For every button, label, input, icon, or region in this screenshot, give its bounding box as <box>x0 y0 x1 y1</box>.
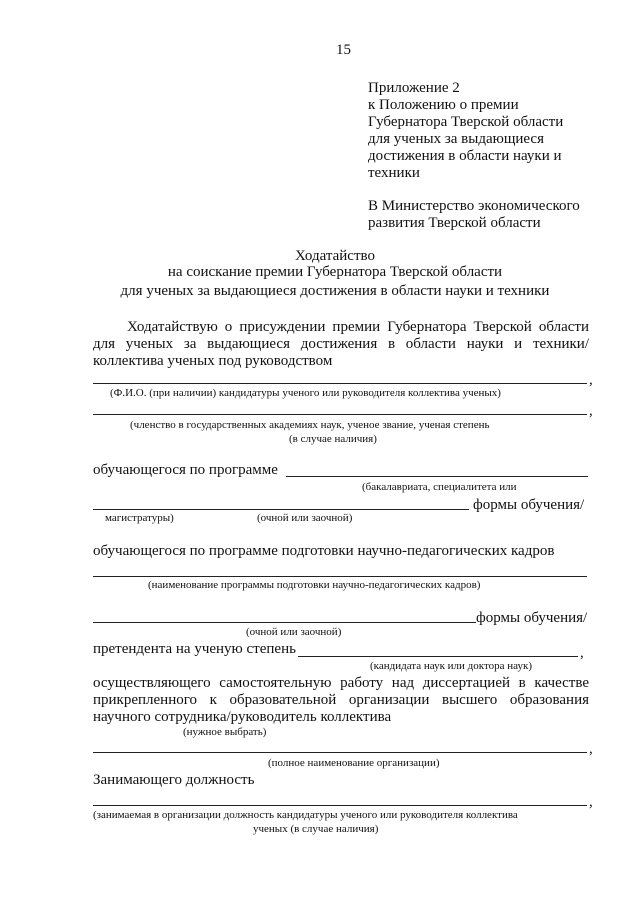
phd-form-fill-line[interactable] <box>93 622 476 623</box>
membership-caption: (в случае наличия) <box>289 433 377 445</box>
fio-fill-line[interactable] <box>93 383 587 384</box>
comma: , <box>589 741 593 757</box>
fio-caption: (Ф.И.О. (при наличии) кандидатуры ученого или руководителя коллектива ученых) <box>110 387 501 399</box>
position-caption: ученых (в случае наличия) <box>253 823 379 835</box>
document-title: Ходатайство <box>295 248 375 264</box>
appendix-line: техники <box>368 165 420 181</box>
document-subtitle: на соискание премии Губернатора Тверской области <box>167 264 503 280</box>
dissertation-line: научного сотрудника/руководитель коллектива <box>93 709 392 725</box>
degree-label: претендента на ученую степень <box>93 641 296 657</box>
appendix-line: для ученых за выдающиеся <box>368 131 544 147</box>
membership-caption: (членство в государственных академиях наук, ученое звание, ученая степень <box>130 419 490 431</box>
study-program-fill-line-2[interactable] <box>93 509 469 510</box>
study-program-fill-line[interactable] <box>286 476 588 477</box>
appendix-line: к Положению о премии <box>368 97 519 113</box>
membership-fill-line[interactable] <box>93 414 587 415</box>
phd-program-fill-line[interactable] <box>93 576 587 577</box>
dissertation-line: осуществляющего самостоятельную работу над диссертацией в качестве <box>93 675 589 691</box>
dissertation-line: прикрепленного к образовательной организации высшего образования <box>93 692 589 708</box>
appendix-line: Губернатора Тверской области <box>368 114 564 130</box>
addressee-line: В Министерство экономического <box>368 198 580 214</box>
addressee-line: развития Тверской области <box>368 215 541 231</box>
appendix-line: достижения в области науки и <box>368 148 562 164</box>
comma: , <box>589 794 593 810</box>
fulltime-caption: (очной или заочной) <box>257 512 353 524</box>
document-subtitle: для ученых за выдающиеся достижения в области науки и техники <box>120 283 550 299</box>
fulltime-caption: (очной или заочной) <box>246 626 342 638</box>
position-label: Занимающего должность <box>93 772 255 788</box>
intro-line: Ходатайствую о присуждении премии Губернатора Тверской области <box>127 319 589 335</box>
choose-caption: (нужное выбрать) <box>183 726 267 738</box>
intro-line: коллектива ученых под руководством <box>93 353 333 369</box>
comma: , <box>589 372 593 388</box>
study-form-label: формы обучения/ <box>473 497 585 513</box>
appendix-line: Приложение 2 <box>368 80 460 96</box>
phd-program-label: обучающегося по программе подготовки научно-педагогических кадров <box>93 543 555 559</box>
position-caption: (занимаемая в организации должность кандидатуры ученого или руководителя коллектива <box>93 809 518 821</box>
comma: , <box>580 645 584 661</box>
bachelor-caption: (бакалавриата, специалитета или <box>362 481 517 493</box>
study-form-label: формы обучения/ <box>476 610 588 626</box>
degree-caption: (кандидата наук или доктора наук) <box>370 660 532 672</box>
study-program-label: обучающегося по программе <box>93 462 278 478</box>
intro-line: для ученых за выдающиеся достижения в области науки и техники/ <box>93 336 589 352</box>
master-caption: магистратуры) <box>105 512 174 524</box>
organization-caption: (полное наименование организации) <box>268 757 440 769</box>
comma: , <box>589 403 593 419</box>
phd-program-caption: (наименование программы подготовки научно-педагогических кадров) <box>148 579 481 591</box>
page-number: 15 <box>336 42 351 58</box>
degree-fill-line[interactable] <box>298 656 578 657</box>
position-fill-line[interactable] <box>93 805 587 806</box>
organization-fill-line[interactable] <box>93 752 587 753</box>
